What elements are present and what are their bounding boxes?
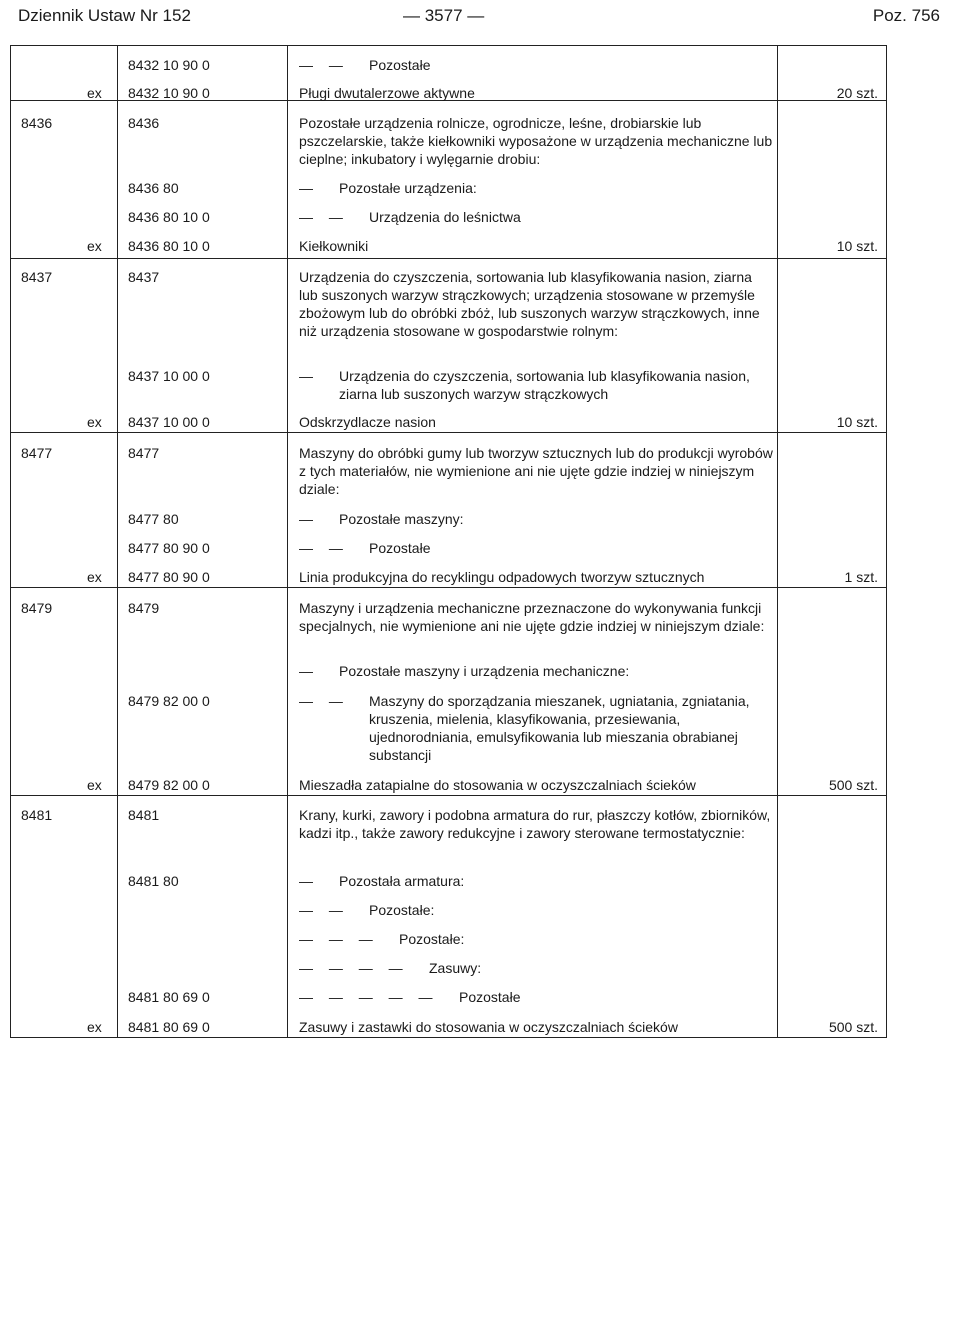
heading-code: 8437 xyxy=(21,269,53,285)
quantity: 10 szt. xyxy=(836,238,878,254)
description: Pozostałe urządzenia rolnicze, ogrodnicze, leśne, drobiarskie lub pszczelarskie, także kiełkowniki wyposażone w urządzenia mechaniczne lub cieplne; inkubatory i wylęgarnie drobiu: xyxy=(299,115,773,167)
description: Pługi dwutalerzowe aktywne xyxy=(299,85,475,101)
cn-code: 8437 xyxy=(128,269,160,285)
ex-marker: ex xyxy=(87,85,102,101)
description: Pozostałe xyxy=(369,57,431,73)
heading-code: 8477 xyxy=(21,445,53,461)
description: Urządzenia do czyszczenia, sortowania lub klasyfikowania nasion, ziarna lub suszonych warzyw strączkowych; urządzenia stosowane w przemyśle zbożowym lub do obróbki zbóż, lub suszonych warzyw strączkowych, inne niż urządzenia stosowane w gospodarstwie rolnym: xyxy=(299,269,760,339)
heading-code: 8481 xyxy=(21,807,53,823)
description: Urządzenia do czyszczenia, sortowania lub klasyfikowania nasion, ziarna lub suszonych warzyw strączkowych xyxy=(339,368,750,402)
cn-code: 8477 80 90 0 xyxy=(128,569,210,585)
cn-code: 8477 80 xyxy=(128,511,179,527)
indent-dashes: — — — xyxy=(299,931,373,947)
description: Linia produkcyjna do recyklingu odpadowych tworzyw sztucznych xyxy=(299,569,705,585)
cn-code: 8436 80 xyxy=(128,180,179,196)
cn-code: 8481 80 69 0 xyxy=(128,1019,210,1035)
cn-code: 8481 80 xyxy=(128,873,179,889)
indent-dashes: — — — — — xyxy=(299,989,433,1005)
page-number: — 3577 — xyxy=(403,6,485,25)
position-number: Poz. 756 xyxy=(872,6,940,25)
quantity: 1 szt. xyxy=(844,569,878,585)
ex-marker: ex xyxy=(87,1019,102,1035)
description: Zasuwy i zastawki do stosowania w oczyszczalniach ścieków xyxy=(299,1019,678,1035)
description: Pozostała armatura: xyxy=(339,873,465,889)
indent-dashes: — xyxy=(299,663,313,679)
description: Pozostałe urządzenia: xyxy=(339,180,477,196)
column-divider xyxy=(117,46,118,1037)
description: Kiełkowniki xyxy=(299,238,369,254)
group-divider xyxy=(11,258,886,259)
quantity: 500 szt. xyxy=(828,1019,878,1035)
description: Pozostałe maszyny i urządzenia mechaniczne: xyxy=(339,663,630,679)
indent-dashes: — xyxy=(299,180,313,196)
column-divider xyxy=(777,46,778,1037)
quantity: 20 szt. xyxy=(836,85,878,101)
ex-marker: ex xyxy=(87,777,102,793)
ex-marker: ex xyxy=(87,238,102,254)
tariff-table xyxy=(10,45,887,1038)
journal-title: Dziennik Ustaw Nr 152 xyxy=(18,6,191,25)
cn-code: 8436 xyxy=(128,115,160,131)
description: Pozostałe xyxy=(459,989,521,1005)
cn-code: 8479 82 00 0 xyxy=(128,693,210,709)
quantity: 10 szt. xyxy=(836,414,878,430)
column-divider xyxy=(287,46,288,1037)
indent-dashes: — xyxy=(299,511,313,527)
description: Pozostałe: xyxy=(399,931,465,947)
description: Pozostałe: xyxy=(369,902,435,918)
description: Maszyny do sporządzania mieszanek, ugniatania, zgniatania, kruszenia, mielenia, klasyfikowania, przesiewania, ujednorodniania, emulsyfikowania lub mieszania obrabianej substancji xyxy=(369,693,750,763)
group-divider xyxy=(11,795,886,796)
heading-code: 8436 xyxy=(21,115,53,131)
description: Pozostałe xyxy=(369,540,431,556)
indent-dashes: — — xyxy=(299,540,343,556)
heading-code: 8479 xyxy=(21,600,53,616)
cn-code: 8481 80 69 0 xyxy=(128,989,210,1005)
cn-code: 8436 80 10 0 xyxy=(128,209,210,225)
cn-code: 8437 10 00 0 xyxy=(128,414,210,430)
indent-dashes: — — xyxy=(299,902,343,918)
description: Pozostałe maszyny: xyxy=(339,511,464,527)
description: Maszyny i urządzenia mechaniczne przeznaczone do wykonywania funkcji specjalnych, nie wymienione ani nie ujęte gdzie indziej w niniejszym dziale: xyxy=(299,600,765,634)
indent-dashes: — — xyxy=(299,209,343,225)
indent-dashes: — — xyxy=(299,693,343,709)
indent-dashes: — xyxy=(299,368,313,384)
description: Odskrzydlacze nasion xyxy=(299,414,436,430)
ex-marker: ex xyxy=(87,414,102,430)
ex-marker: ex xyxy=(87,569,102,585)
cn-code: 8479 xyxy=(128,600,160,616)
quantity: 500 szt. xyxy=(828,777,878,793)
indent-dashes: — — xyxy=(299,57,343,73)
indent-dashes: — xyxy=(299,873,313,889)
group-divider xyxy=(11,587,886,588)
indent-dashes: — — — — xyxy=(299,960,403,976)
group-divider xyxy=(11,432,886,433)
cn-code: 8477 xyxy=(128,445,160,461)
description: Krany, kurki, zawory i podobna armatura do rur, płaszczy kotłów, zbiorników, kadzi itp., także zawory redukcyjne i zawory sterowane termostatycznie: xyxy=(299,807,771,841)
cn-code: 8477 80 90 0 xyxy=(128,540,210,556)
cn-code: 8437 10 00 0 xyxy=(128,368,210,384)
description: Mieszadła zatapialne do stosowania w oczyszczalniach ścieków xyxy=(299,777,696,793)
description: Urządzenia do leśnictwa xyxy=(369,209,521,225)
cn-code: 8432 10 90 0 xyxy=(128,57,210,73)
cn-code: 8481 xyxy=(128,807,160,823)
cn-code: 8436 80 10 0 xyxy=(128,238,210,254)
description: Zasuwy: xyxy=(429,960,482,976)
description: Maszyny do obróbki gumy lub tworzyw sztucznych lub do produkcji wyrobów z tych materiałów, nie wymienione ani nie ujęte gdzie indziej w niniejszym dziale: xyxy=(299,445,773,497)
cn-code: 8432 10 90 0 xyxy=(128,85,210,101)
cn-code: 8479 82 00 0 xyxy=(128,777,210,793)
